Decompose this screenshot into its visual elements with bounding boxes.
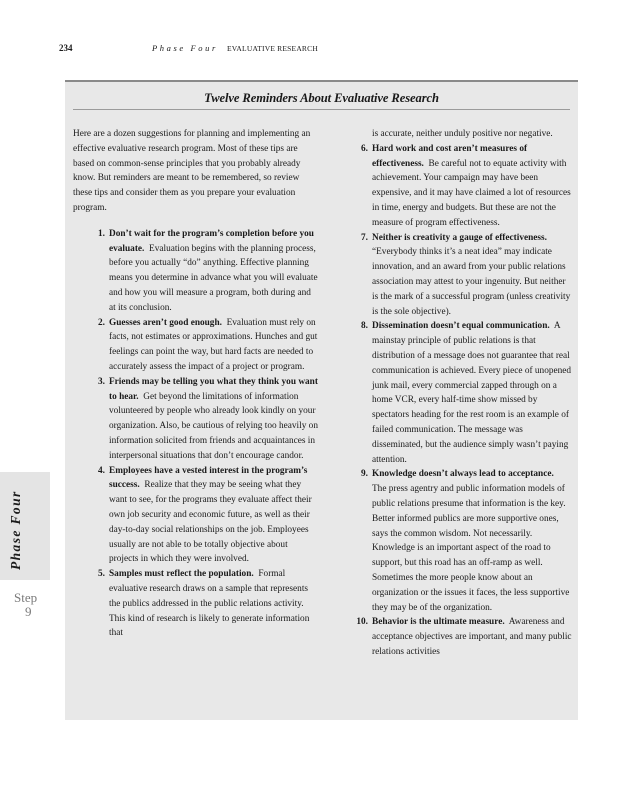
item-number: 8. <box>361 321 368 332</box>
reminder-item <box>91 567 318 641</box>
left-column <box>73 127 318 641</box>
running-head-phase: Phase Four <box>152 43 218 53</box>
step-label: Step <box>14 590 38 605</box>
reminder-item <box>354 615 572 659</box>
item-number: 5. <box>98 569 105 580</box>
item-number: 7. <box>361 232 368 243</box>
item-heading: Guesses aren’t good enough. <box>109 317 222 328</box>
item-body: A mainstay principle of public relations is that distribution of a message does not guarantee that real communication is achieved. Every piece of unopened junk mail, every commercial zapped through on a home VCR, every half-time show missed by spectators heading for the rest room is an example of failed communication. The message was disseminated, but the audience simply wasn’t paying attention. <box>372 321 572 465</box>
item-number: 9. <box>361 469 368 480</box>
reminder-item <box>354 142 572 231</box>
continuation-text: is accurate, neither unduly positive nor negative. <box>372 129 553 139</box>
item-body: “Everybody thinks it’s a neat idea” may indicate innovation, and an award from your public relations association may attest to your ingenuity. But neither is the mark of a successful program (unless creativity is the sole objective). <box>372 247 571 317</box>
item-body: Get beyond the limitations of information volunteered by people who already look kindly on your organization. Also, be cautious of relying too heavily on information solicited from friends and acquaintances in interpersonal situations that don’t encourage candor. <box>109 391 318 461</box>
reminder-item <box>91 464 318 568</box>
item-number: 1. <box>98 228 105 239</box>
item-body: Formal evaluative research draws on a sample that represents the publics addressed in the public relations activity. This kind of research is likely to generate information that <box>109 569 310 639</box>
sidebar-title: Twelve Reminders About Evaluative Research <box>204 91 439 105</box>
step-number: 9 <box>25 604 32 619</box>
item-body: Be careful not to equate activity with achievement. Your campaign may have been expensive, and it may have claimed a lot of resources in time, energy and budgets. But these are not the measure of program effectiveness. <box>372 158 571 228</box>
item-number: 2. <box>98 317 105 328</box>
intro-paragraph: Here are a dozen suggestions for planning and implementing an effective evaluative research program. Most of these tips are based on common-sense principles that you probably already know. But reminders are meant to be remembered, so review these tips and consider them as you prepare your evaluation program. <box>73 129 311 213</box>
item-number: 3. <box>98 376 105 387</box>
item-heading: Employees have a vested interest in the program’s success. <box>109 465 308 491</box>
item-body: Realize that they may be seeing what they want to see, for the programs they evaluate affect their own job security and economic future, as well as their day-to-day social relationships on the job. Employees usually are not able to be totally objective about projects in which they were involved. <box>109 480 312 565</box>
item-heading: Behavior is the ultimate measure. <box>372 617 505 628</box>
running-head <box>0 43 643 57</box>
reminder-item <box>91 375 318 464</box>
title-rule <box>73 109 570 110</box>
reminder-item <box>354 231 572 320</box>
right-column <box>354 127 572 660</box>
item-number: 4. <box>98 465 105 476</box>
item-heading: Dissemination doesn’t equal communication. <box>372 321 550 332</box>
item-body: Evaluation begins with the planning process, before you actually “do” anything. Effective planning means you determine in advance what you will evaluate and how you will measure a program, both during and at its conclusion. <box>109 243 318 313</box>
item-body: The press agentry and public information models of public relations presume that information is the key. Better informed publics are more supportive ones, says the common wisdom. Not necessarily. Knowledge is an important aspect of the road to support, but this road has an off-ramp as well. Sometimes the more people know about an organization or the issues it faces, the less supportive they may be of the organization. <box>372 484 570 613</box>
reminder-item <box>354 319 572 467</box>
reminder-item <box>91 227 318 316</box>
item-heading: Don’t wait for the program’s completion before you evaluate. <box>109 228 314 254</box>
item-body: Awareness and acceptance objectives are important, and many public relations activities <box>372 617 572 657</box>
reminder-item <box>91 316 318 375</box>
phase-tab-label: Phase Four <box>8 490 23 570</box>
item-heading: Friends may be telling you what they think you want to hear. <box>109 376 318 402</box>
item-heading: Knowledge doesn’t always lead to acceptance. <box>372 469 554 480</box>
item-number: 6. <box>361 143 368 154</box>
item-heading: Hard work and cost aren’t measures of effectiveness. <box>372 143 528 169</box>
item-number: 10. <box>356 617 368 628</box>
phase-tab <box>0 472 50 580</box>
item-heading: Samples must reflect the population. <box>109 569 254 580</box>
reminder-item <box>354 467 572 615</box>
page-number: 234 <box>59 43 73 53</box>
item-body: Evaluation must rely on facts, not estimates or approximations. Hunches and gut feelings can point the way, but hard facts are needed to accurately assess the impact of a project or program. <box>109 317 318 372</box>
item-heading: Neither is creativity a gauge of effectiveness. <box>372 232 547 243</box>
running-head-section: EVALUATIVE RESEARCH <box>227 43 318 53</box>
